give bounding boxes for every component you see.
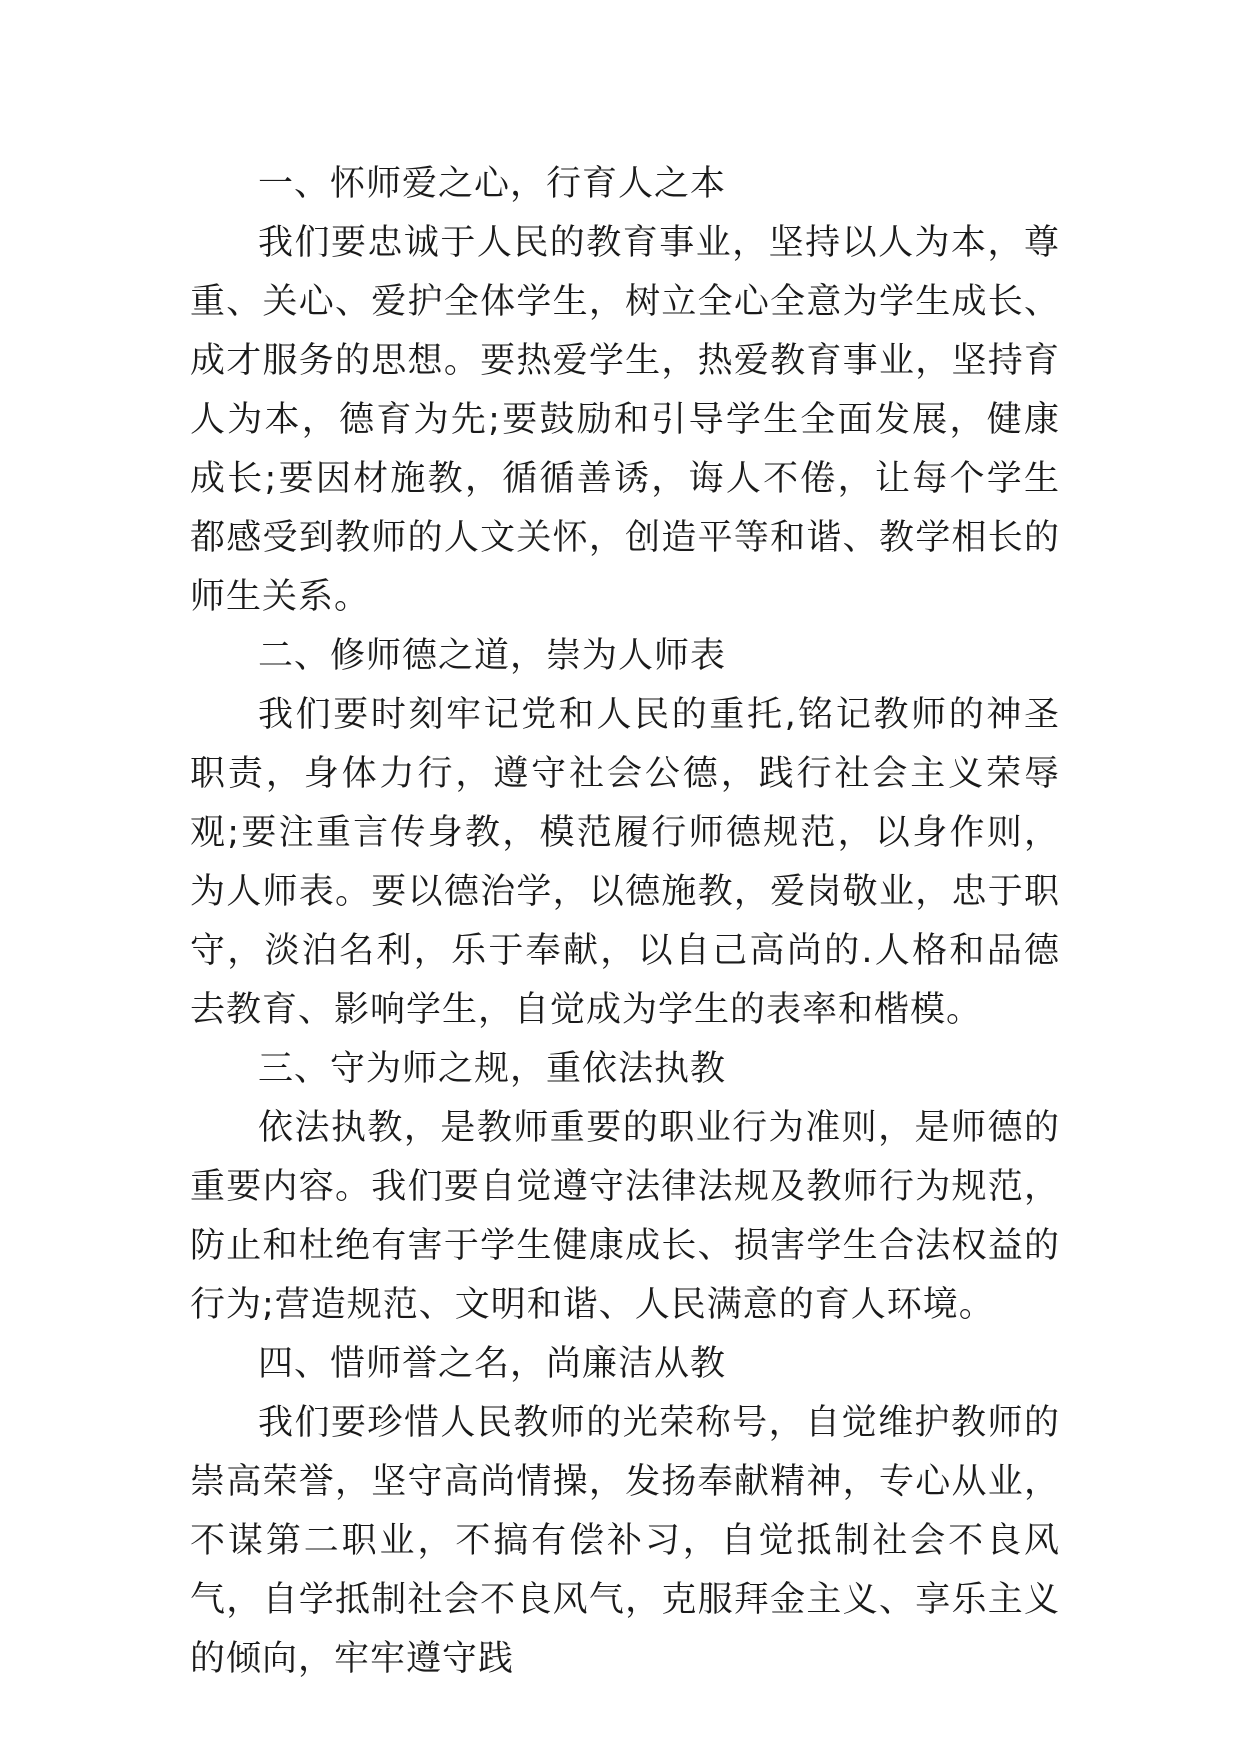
section-paragraph: 依法执教，是教师重要的职业行为准则，是师德的重要内容。我们要自觉遵守法律法规及教师行为规范，防止和杜绝有害于学生健康成长、损害学生合法权益的行为;营造规范、文明和谐、人民满意的育人环境。 bbox=[190, 1108, 1060, 1325]
section-heading: 二、修师德之道，崇为人师表 bbox=[258, 636, 727, 676]
section-heading: 三、守为师之规，重依法执教 bbox=[258, 1049, 727, 1089]
section-paragraph: 我们要珍惜人民教师的光荣称号，自觉维护教师的崇高荣誉，坚守高尚情操，发扬奉献精神，专心从业，不谋第二职业，不搞有偿补习，自觉抵制社会不良风气，自学抵制社会不良风气，克服拜金主义、享乐主义的倾向，牢牢遵守践 bbox=[190, 1403, 1060, 1679]
section-paragraph: 我们要时刻牢记党和人民的重托,铭记教师的神圣职责，身体力行，遵守社会公德，践行社会主义荣辱观;要注重言传身教，模范履行师德规范，以身作则，为人师表。要以德治学，以德施教，爱岗敬业，忠于职守，淡泊名利，乐于奉献，以自己高尚的.人格和品德去教育、影响学生，自觉成为学生的表率和楷模。 bbox=[190, 695, 1060, 1030]
document-body bbox=[190, 155, 1060, 1689]
section-heading: 四、惜师誉之名，尚廉洁从教 bbox=[258, 1344, 727, 1384]
section-paragraph: 我们要忠诚于人民的教育事业，坚持以人为本，尊重、关心、爱护全体学生，树立全心全意为学生成长、成才服务的思想。要热爱学生，热爱教育事业，坚持育人为本，德育为先;要鼓励和引导学生全面发展，健康成长;要因材施教，循循善诱，诲人不倦，让每个学生都感受到教师的人文关怀，创造平等和谐、教学相长的师生关系。 bbox=[190, 223, 1060, 617]
section-heading: 一、怀师爱之心，行育人之本 bbox=[258, 164, 727, 204]
